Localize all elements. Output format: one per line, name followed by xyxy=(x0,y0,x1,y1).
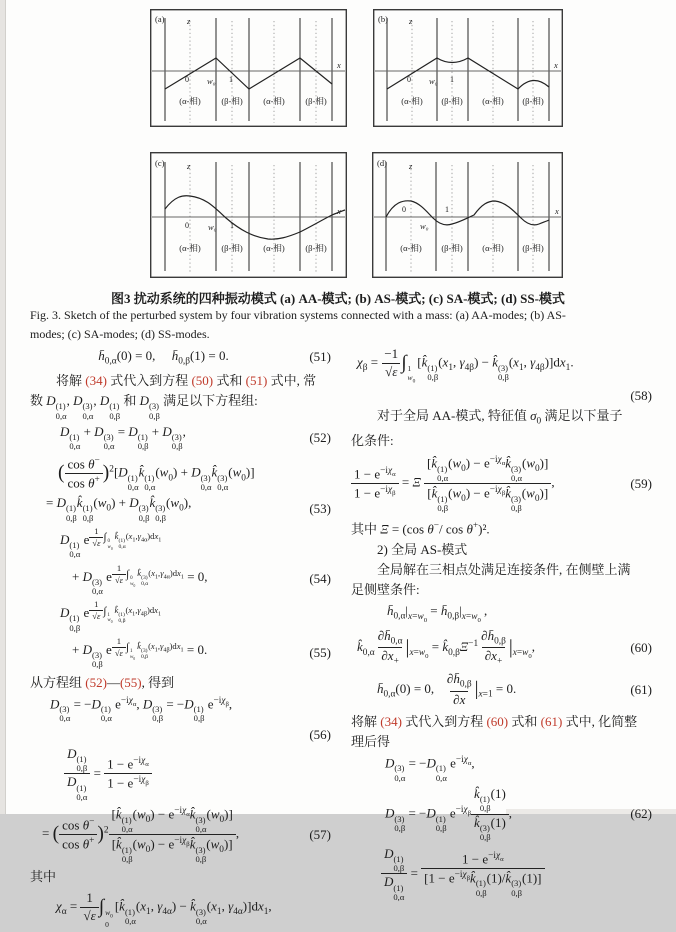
figure-panel-a xyxy=(150,9,347,127)
equation-number: (52) xyxy=(309,429,331,445)
phase-label: (α-相) xyxy=(401,96,423,106)
tick-1: 1 xyxy=(450,75,454,84)
equation-53: ( $\frac{\cos \theta^-}{\cos \theta^+}$ )$^2$[D (1) 0,α k̂ (1) 0,α $(w_0) + D$ (3) 0,α k̂ (3) 0,α $(w_0)$] xyxy=(58,455,255,492)
equation-number: (55) xyxy=(309,644,331,660)
paragraph: 将解 (34) 式代入到方程 (50) 式和 (51) 式中, 常 数 D (1) 0,α , D (3) 0,α , D (1) 0,β 和 D (3) 0,β 满足以下方程组: xyxy=(30,373,317,421)
x-axis-label: x xyxy=(555,206,559,216)
z-axis-label: z xyxy=(187,161,191,171)
equation-57-cont: = ( $\frac{\cos \theta^-}{\cos \theta^+}$ )$^2$ [k̂ (1) 0,α $(w_0)$ − $e^{-i\chi_\alpha}k̂$ (3) 0,α $(w_0)$] [k̂ (1) 0,β $(w_0)$ − $e^{-i\chi_\beta}k̂$ (3) 0,β $(w_0)$] , (57) xyxy=(42,806,331,865)
equation-number: (62) xyxy=(630,806,652,822)
right-column xyxy=(351,343,652,932)
phase-label: (β-相) xyxy=(441,96,463,106)
figure-caption-en-line1: Fig. 3. Sketch of the perturbed system by four vibration systems connected with a mass: (a) AA-modes; (b) AS- xyxy=(30,308,566,322)
equation-number: (56) xyxy=(309,726,331,742)
phase-label: (β-相) xyxy=(441,243,463,253)
x-axis-label: x xyxy=(337,206,341,216)
figure-panel-b xyxy=(373,9,563,127)
equation-60-cont: $k̂_{0,\alpha}$ $\frac{\partial h̄_{0,\alpha}}{\partial x_+}$ $|_{x=w_0}$ = $k̂_{0,\beta}\Xi^{-1}$ $\frac{\partial h̄_{0,\beta}}{\partial x_+}$ $|_{x=w_0}$, (60) xyxy=(357,627,652,668)
equation-number: (58) xyxy=(630,387,652,403)
paragraph: 从方程组 (52)—(55), 得到 xyxy=(30,674,175,690)
equation-number: (61) xyxy=(630,682,652,698)
equation-57: D (1) 0,β D (1) 0,α = $1 - e^{-i\chi_\alpha}$ $1 - e^{-i\chi_\beta}$ xyxy=(30,746,331,803)
equation-51: $h̄_{0,\alpha}(0) = 0$, $h̄_{0,\beta}(1) = 0$. (51) xyxy=(98,347,331,367)
figure-caption-en-line2: modes; (c) SA-modes; (d) SS-modes. xyxy=(30,327,210,341)
phase-label: (α-相) xyxy=(482,243,504,253)
equation-59: $1 - e^{-i\chi_\alpha}$ $1 - e^{-i\chi_\beta}$ = Ξ [k̂ (1) 0,α $(w_0)$ − $e^{-i\chi_\alpha}k̂$ (3) 0,α $(w_0)$] [k̂ (1) 0,β $(w_0)$ − $e^{-i\chi_\beta}k̂$ (3) 0,β $(w_0)$] , (59) xyxy=(351,454,652,513)
equation-54-cont: + D (3) 0,α e $^{\frac{1}{√\varepsilon} \int 0 w_0 k̂ (3) 0,\alpha (x_1,\gamma_{4\alpha})dx_1}$ = 0, (54) xyxy=(72,562,331,596)
paragraph: 其中 xyxy=(30,869,57,885)
phase-label: (α-相) xyxy=(263,96,285,106)
tick-w0: w₀ xyxy=(207,76,216,86)
equation-chi-alpha: $\chi_\alpha$ = $\frac{1}{√\varepsilon}$ ∫ $w_0$ 0 [k̂ (1) 0,α ($x_1$, $\gamma_{4\alpha}$) − k̂ (3) 0,α ($x_1$, $\gamma_{4\alpha})]dx_1$, xyxy=(56,890,272,929)
panel-c-plot xyxy=(150,152,347,278)
figure-caption-zh: 图3 扰动系统的四种振动模式 (a) AA-模式; (b) AS-模式; (c) SA-模式; (d) SS-模式 xyxy=(111,291,565,306)
equation-number: (51) xyxy=(309,349,331,364)
equation-62-ratio: D (1) 0,β D (1) 0,α = $1 - e^{-i\chi_\alpha}$ [$1 - e^{-i\chi_\beta}k̂$ (1) 0,β (1)/k̂ (3) 0,β (1)] xyxy=(351,846,652,903)
equation-52: D (1) 0,α + D (3) 0,α = D (1) 0,β + D (3) 0,β , (52) xyxy=(60,423,331,452)
tick-w0: w₀ xyxy=(429,76,438,86)
panel-tag: (b) xyxy=(378,14,388,24)
tick-0: 0 xyxy=(185,221,189,230)
z-axis-label: z xyxy=(409,16,413,26)
phase-label: (β-相) xyxy=(221,96,243,106)
equation-number: (57) xyxy=(309,826,331,842)
tick-1: 1 xyxy=(445,205,449,214)
paragraph: 对于全局 AA-模式, 特征值 $\sigma_0$ 满足以下量子 化条件: xyxy=(351,407,623,449)
equation-62: D (3) 0,α = −D (1) 0,α $e^{-i\chi_\alpha}$, xyxy=(385,754,475,783)
tick-0: 0 xyxy=(402,205,406,214)
phase-label: (β-相) xyxy=(522,96,544,106)
equation-55-cont: + D (3) 0,β e $^{\frac{1}{√\varepsilon} \int 1 w_0 k̂ (3) 0,\beta (x_1,\gamma_{4\beta})dx_1}$ = 0. (55) xyxy=(72,635,331,670)
tick-w0: w₀ xyxy=(420,221,429,231)
page-left-edge xyxy=(0,0,6,814)
figure-caption-en xyxy=(30,306,650,344)
equation-number: (54) xyxy=(309,571,331,587)
equation-number: (53) xyxy=(309,500,331,516)
phase-label: (α-相) xyxy=(400,243,422,253)
figure-panel-d xyxy=(372,152,563,278)
panel-d-plot xyxy=(372,152,563,278)
phase-label: (α-相) xyxy=(179,243,201,253)
figure-panel-c xyxy=(150,152,347,278)
equation-chi-beta: $\chi_\beta$ = $\frac{-1}{√\varepsilon}$ ∫ 1 $w_0$ [k̂ (1) 0,β ($x_1$, $\gamma_{4\beta}$) − k̂ (3) 0,β ($x_1$, $\gamma_{4\beta})]dx_1$. xyxy=(357,346,574,385)
tick-0: 0 xyxy=(407,75,411,84)
tick-1: 1 xyxy=(229,75,233,84)
panel-tag: (a) xyxy=(155,14,165,24)
phase-label: (α-相) xyxy=(179,96,201,106)
panel-tag: (d) xyxy=(377,158,387,168)
phase-label: (β-相) xyxy=(522,243,544,253)
equation-55: D (1) 0,β e $^{\frac{1}{√\varepsilon} \int 1 w_0 k̂ (1) 0,\beta (x_1,\gamma_{4\beta})dx_1}$ xyxy=(60,599,162,633)
left-column xyxy=(30,343,331,932)
equation-54: D (1) 0,α e $^{\frac{1}{√\varepsilon} \int 0 w_0 k̂ (1) 0,\alpha (x_1,\gamma_{4\alpha})dx_1}$ xyxy=(60,525,162,560)
x-axis-label: x xyxy=(554,60,558,70)
equation-56: D (3) 0,α = −D (1) 0,α $e^{-i\chi_\alpha}$, D (3) 0,β = −D (1) 0,β $e^{-i\chi_\beta}$, xyxy=(50,695,233,724)
panel-tag: (c) xyxy=(155,158,165,168)
phase-label: (β-相) xyxy=(221,243,243,253)
equation-62-cont: D (3) 0,β = −D (1) 0,β $e^{-i\chi_\beta}$ k̂ (1) 0,β (1) k̂ (3) 0,β (1) , (62) xyxy=(385,785,652,843)
tick-1: 1 xyxy=(230,221,234,230)
z-axis-label: z xyxy=(409,161,413,171)
phase-label: (β-相) xyxy=(305,243,327,253)
panel-b-plot xyxy=(373,9,563,127)
phase-label: (α-相) xyxy=(482,96,504,106)
paragraph: 其中 Ξ = (cos θ−/ cos θ+)². 2) 全局 AS-模式 全局解在三相点处满足连接条件, 在侧壁上满 足侧壁条件: xyxy=(351,521,631,597)
z-axis-label: z xyxy=(187,16,191,26)
phase-label: (α-相) xyxy=(263,243,285,253)
paragraph: 将解 (34) 式代入到方程 (60) 式和 (61) 式中, 化简整 理后得 xyxy=(351,713,638,749)
equation-61: $h̄_{0,\alpha}(0) = 0$, $\frac{\partial h̄_{0,\beta}}{\partial x}$ $|_{x=1} = 0$. (61) xyxy=(377,671,652,707)
tick-0: 0 xyxy=(185,75,189,84)
equation-number: (60) xyxy=(630,639,652,655)
body-columns xyxy=(30,343,652,932)
x-axis-label: x xyxy=(337,60,341,70)
panel-a-plot xyxy=(150,9,347,127)
equation-53-cont: = D (1) 0,β k̂ (1) 0,β $(w_0) + D$ (3) 0,β k̂ (3) 0,β $(w_0)$, (53) xyxy=(46,495,331,523)
tick-w0: w₀ xyxy=(208,222,217,232)
equation-number: (59) xyxy=(630,475,652,491)
phase-label: (β-相) xyxy=(305,96,327,106)
equation-60: $h̄_{0,\alpha}|_{x=w_0}$ = $h̄_{0,\beta}|_{x=w_0}$ , xyxy=(387,603,488,624)
